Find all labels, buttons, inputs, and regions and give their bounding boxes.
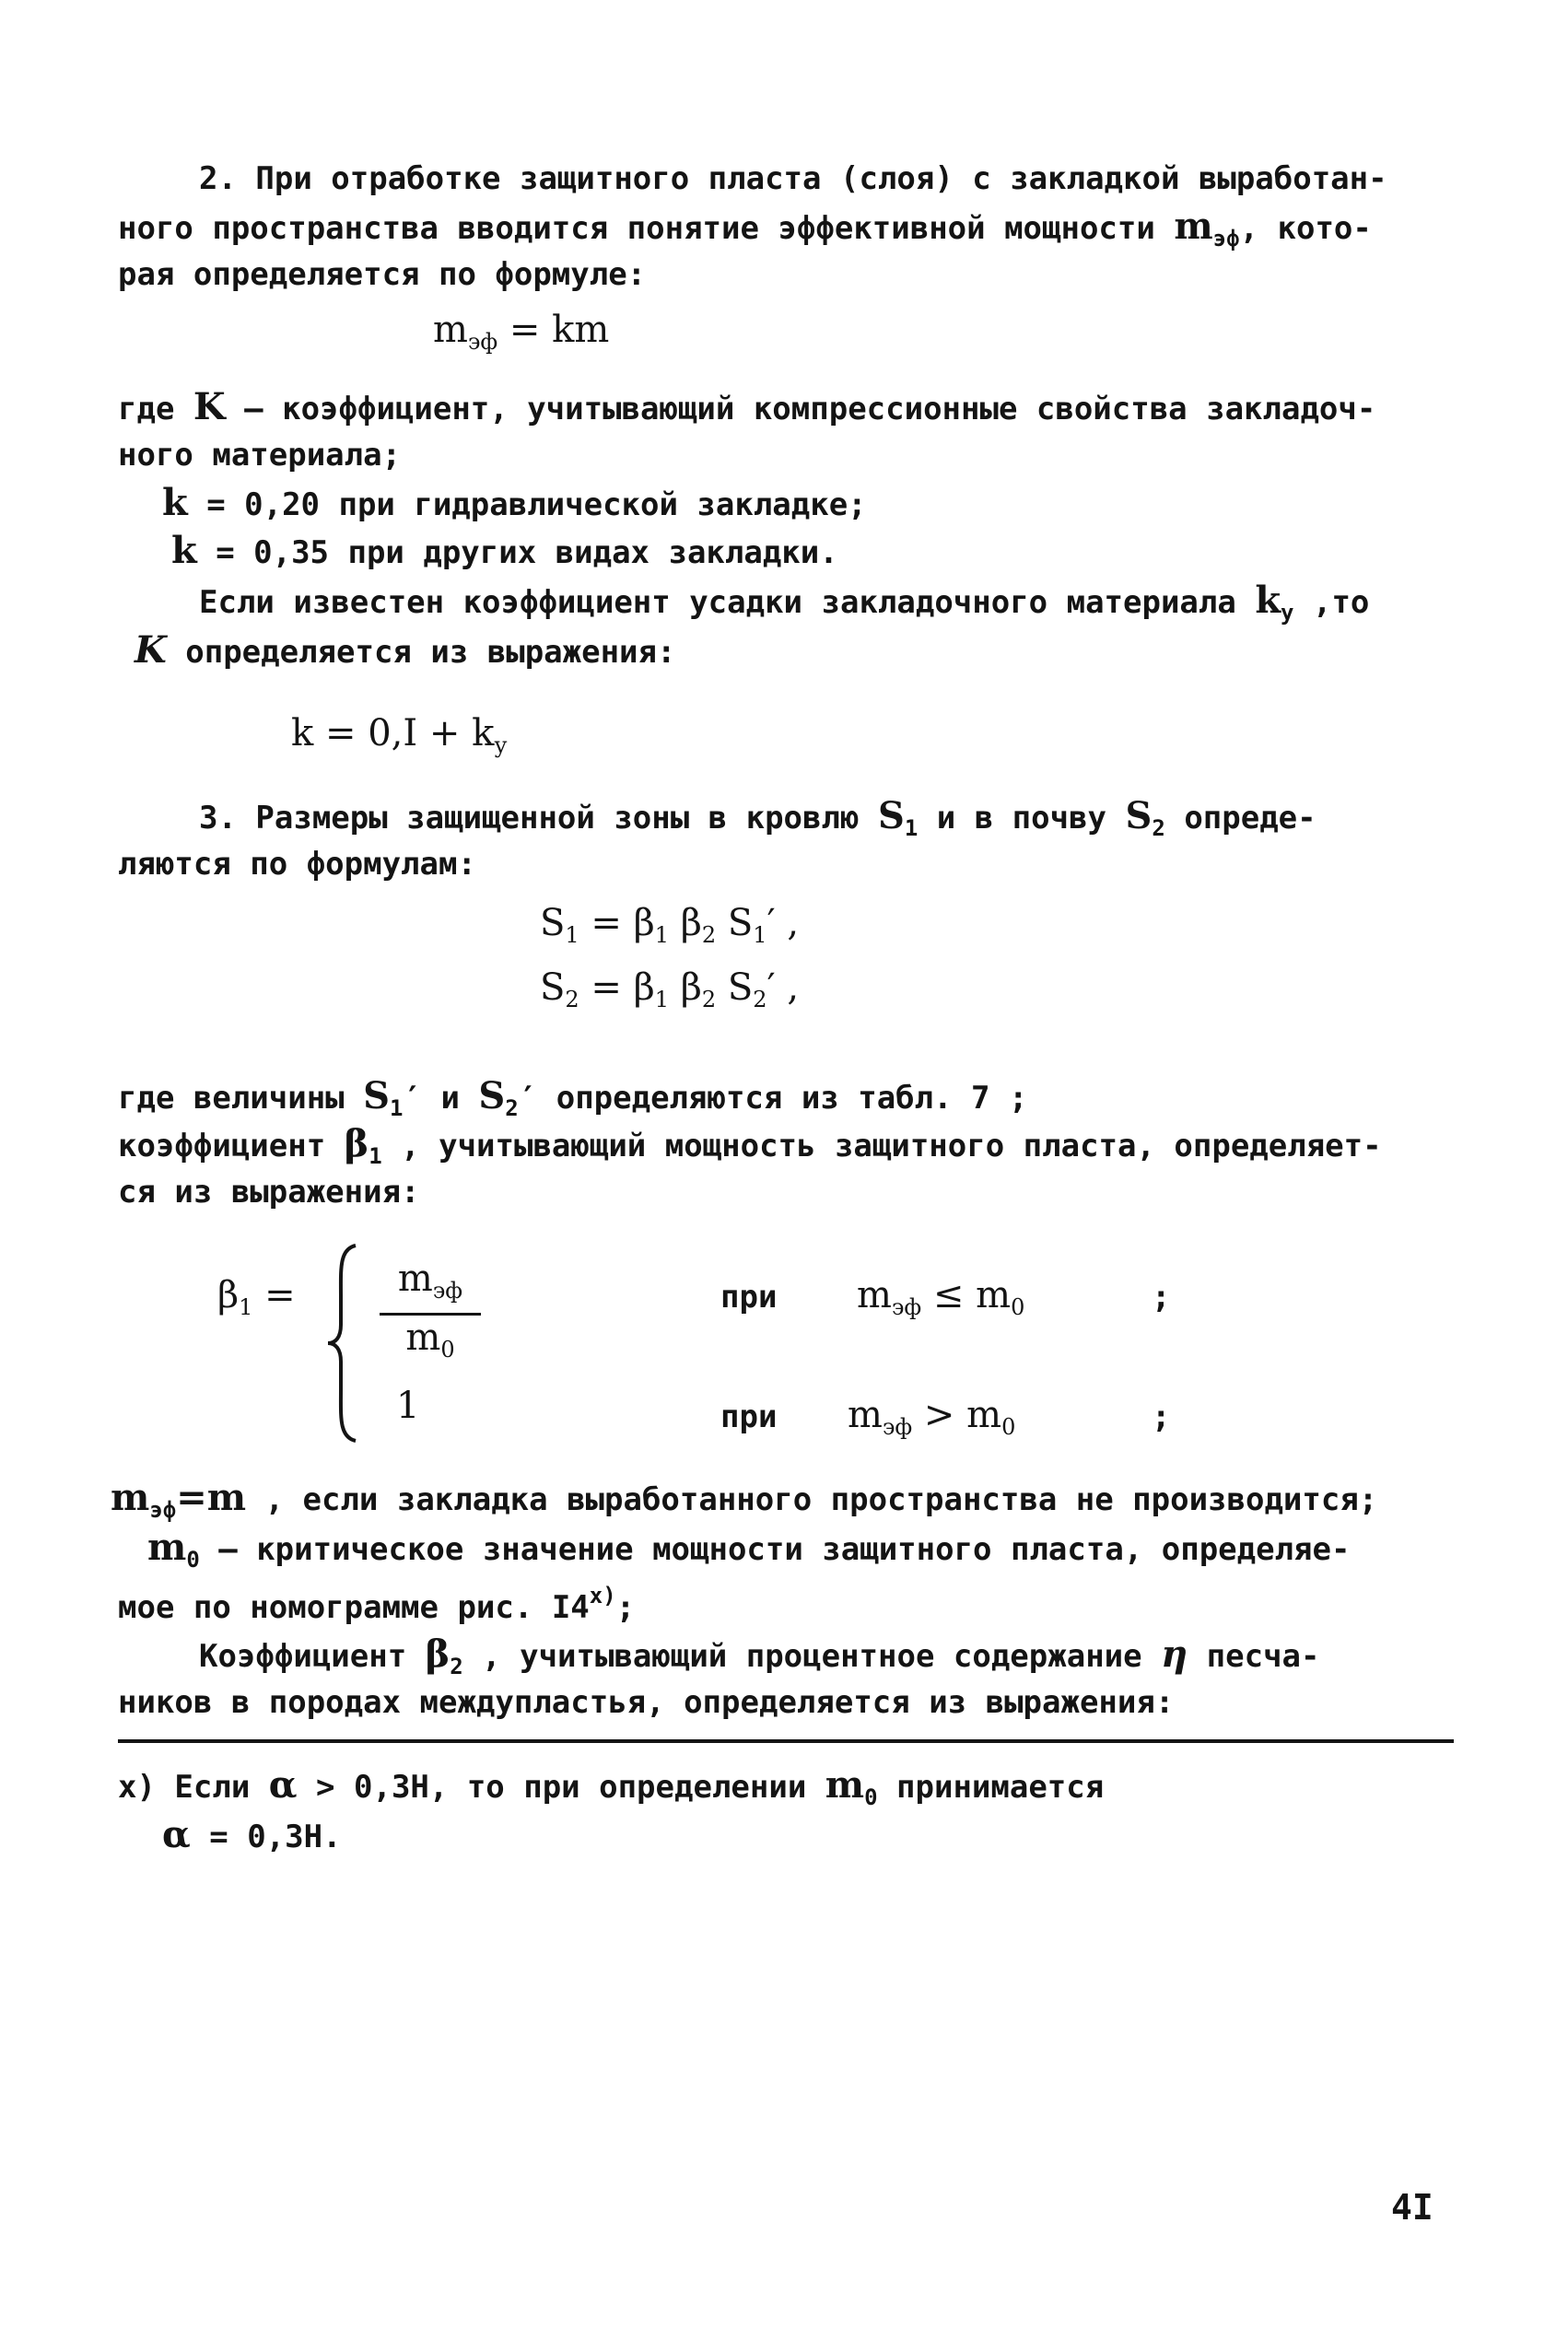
- formula-m-eff: $m_{эф}$ = km: [433, 309, 610, 355]
- note2-line: $m_0$ – критическое значение мощности защитного пласта, определяе-: [147, 1526, 1351, 1573]
- where2-line1: где величины $S_1'$ и $S_2'$ определяются из табл. 7 ;: [118, 1074, 1028, 1121]
- where1-line1: где K – коэффициент, учитывающий компрессионные свойства закладоч-: [118, 385, 1376, 428]
- where2-line3: ся из выражения:: [118, 1174, 420, 1211]
- left-brace: [324, 1242, 361, 1445]
- para2-line2: ного пространства вводится понятие эффективной мощности $m_{эф}$, кото-: [118, 205, 1372, 252]
- formula-k: $k = 0,I + k_у$: [291, 712, 508, 758]
- formula-s1: $S_1 = \beta_1$ $\beta_2$ $S_1'$ ,: [540, 902, 800, 948]
- para3-line1: 3. Размеры защищенной зоны в кровлю $S_1$ и в почву $S_2$ опреде-: [199, 794, 1316, 841]
- where1-line2: ного материала;: [118, 437, 402, 474]
- case2-condition: $m_{эф} > m_0$: [848, 1394, 1016, 1440]
- footnote-line2: α = 0,3H.: [162, 1813, 342, 1856]
- where1-k2: k = 0,35 при других видах закладки.: [171, 529, 838, 572]
- beta2-line1: Коэффициент $\beta_2$ , учитывающий процентное содержание η песча-: [199, 1632, 1320, 1679]
- piecewise-lhs: $\beta_1$ =: [217, 1274, 296, 1320]
- page-number: 4I: [1391, 2187, 1433, 2228]
- note3-line: мое по номограмме рис. I4$^{x)}$;: [118, 1583, 636, 1626]
- case1-when: при: [720, 1279, 778, 1316]
- case1-condition: $m_{эф} \le m_0$: [857, 1274, 1025, 1320]
- where1-k1: k = 0,20 при гидравлической закладке;: [162, 481, 867, 524]
- shrink-line: Если известен коэффициент усадки закладочного материала $k_у$ ,то: [199, 579, 1370, 626]
- beta2-line2: ников в породах междупластья, определяется из выражения:: [118, 1684, 1175, 1721]
- def-line: K определяется из выражения:: [135, 628, 676, 672]
- case2-when: при: [720, 1398, 778, 1435]
- note1-line: $m_{эф}=m$ , если закладка выработанного пространства не производится;: [111, 1476, 1378, 1523]
- para3-line2: ляются по формулам:: [118, 846, 476, 883]
- fraction-meff-m0: $m_{эф}$ $m_0$: [380, 1258, 481, 1370]
- para2-line3: рая определяется по формуле:: [118, 256, 647, 293]
- case1-end: ;: [1152, 1279, 1171, 1316]
- formula-s2: $S_2 = \beta_1$ $\beta_2$ $S_2'$ ,: [540, 966, 800, 1012]
- case2-end: ;: [1152, 1398, 1171, 1435]
- footnote-rule: [118, 1739, 1454, 1743]
- where2-line2: коэффициент $\beta_1$ , учитывающий мощность защитного пласта, определяет-: [118, 1122, 1382, 1169]
- footnote-line1: x) Если α > 0,3H, то при определении $m_0$ принимается: [118, 1763, 1105, 1810]
- para2-line1: 2. При отработке защитного пласта (слоя) с закладкой выработан-: [199, 160, 1387, 197]
- case2-value: 1: [396, 1385, 420, 1427]
